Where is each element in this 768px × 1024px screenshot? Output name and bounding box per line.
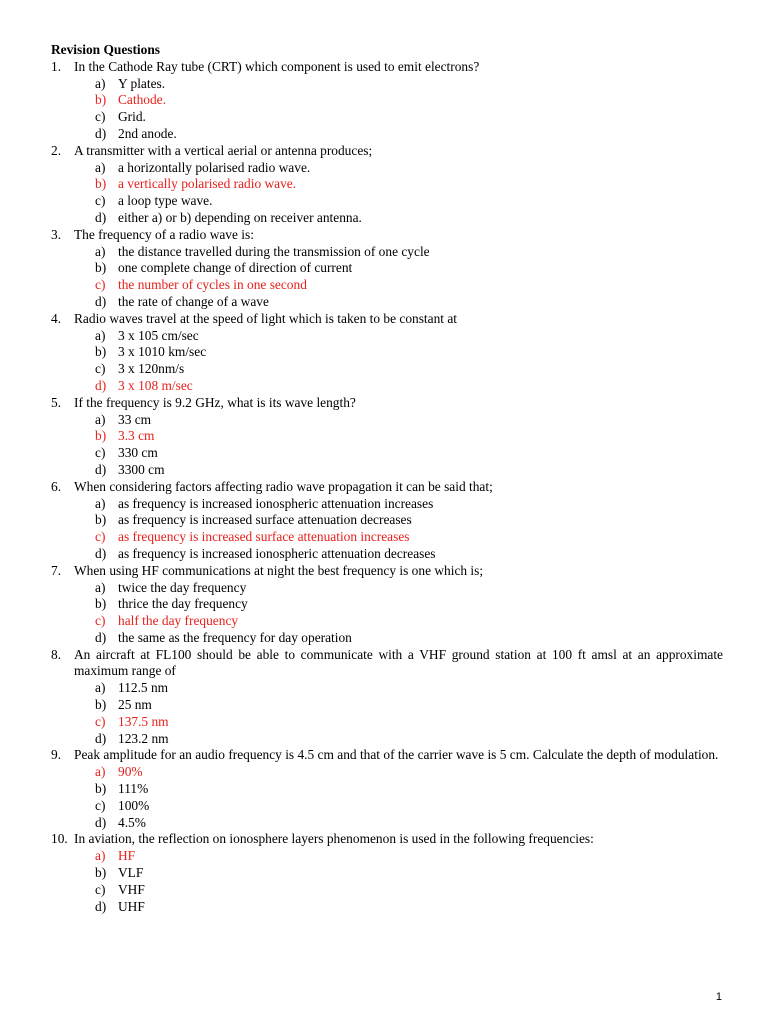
option-letter: b) bbox=[95, 344, 107, 360]
question-text: The frequency of a radio wave is: bbox=[74, 226, 254, 242]
question-number: 2. bbox=[51, 142, 62, 158]
answer-option-correct bbox=[95, 428, 723, 445]
option-text: 4.5% bbox=[118, 814, 146, 830]
option-text: 3 x 105 cm/sec bbox=[118, 327, 199, 343]
option-letter: a) bbox=[95, 680, 106, 696]
answer-option-correct bbox=[95, 848, 723, 865]
answer-option bbox=[95, 294, 723, 311]
answer-option bbox=[95, 328, 723, 345]
question-number: 8. bbox=[51, 646, 62, 662]
question-3 bbox=[51, 227, 723, 244]
option-text: Y plates. bbox=[118, 75, 166, 91]
answer-option-correct bbox=[95, 529, 723, 546]
answer-option bbox=[95, 882, 723, 899]
question-7 bbox=[51, 563, 723, 580]
answer-option bbox=[95, 815, 723, 832]
option-letter: d) bbox=[95, 730, 107, 746]
option-letter: a) bbox=[95, 764, 106, 780]
option-letter: d) bbox=[95, 814, 107, 830]
answer-option-correct bbox=[95, 277, 723, 294]
option-letter: d) bbox=[95, 125, 107, 141]
question-number: 6. bbox=[51, 478, 62, 494]
question-text: In aviation, the reflection on ionosphere layers phenomenon is used in the following frequencies: bbox=[74, 831, 594, 847]
option-text: as frequency is increased ionospheric attenuation decreases bbox=[118, 545, 436, 561]
option-letter: b) bbox=[95, 697, 107, 713]
answer-option bbox=[95, 731, 723, 748]
option-text: the number of cycles in one second bbox=[118, 277, 307, 293]
question-number: 5. bbox=[51, 394, 62, 410]
option-text: 25 nm bbox=[118, 697, 152, 713]
answer-option-correct bbox=[95, 378, 723, 395]
option-text: 3 x 120nm/s bbox=[118, 361, 185, 377]
answer-option bbox=[95, 462, 723, 479]
option-text: twice the day frequency bbox=[118, 579, 247, 595]
option-text: Grid. bbox=[118, 109, 146, 125]
option-text: one complete change of direction of current bbox=[118, 260, 353, 276]
answer-option bbox=[95, 210, 723, 227]
option-letter: d) bbox=[95, 377, 107, 393]
option-letter: b) bbox=[95, 512, 107, 528]
option-letter: a) bbox=[95, 159, 106, 175]
answer-option bbox=[95, 697, 723, 714]
answer-option bbox=[95, 899, 723, 916]
option-letter: c) bbox=[95, 797, 106, 813]
option-text: as frequency is increased surface attenuation decreases bbox=[118, 512, 412, 528]
option-letter: c) bbox=[95, 713, 106, 729]
question-text: When considering factors affecting radio wave propagation it can be said that; bbox=[74, 478, 493, 494]
question-text: If the frequency is 9.2 GHz, what is its wave length? bbox=[74, 394, 356, 410]
answer-option bbox=[95, 126, 723, 143]
option-letter: b) bbox=[95, 176, 107, 192]
option-letter: c) bbox=[95, 881, 106, 897]
answer-option bbox=[95, 344, 723, 361]
answer-option bbox=[95, 496, 723, 513]
answer-option bbox=[95, 260, 723, 277]
option-letter: c) bbox=[95, 361, 106, 377]
question-number: 7. bbox=[51, 562, 62, 578]
option-letter: b) bbox=[95, 781, 107, 797]
option-letter: b) bbox=[95, 596, 107, 612]
option-text: half the day frequency bbox=[118, 613, 239, 629]
option-text: Cathode. bbox=[118, 92, 166, 108]
question-text: Radio waves travel at the speed of light which is taken to be constant at bbox=[74, 310, 458, 326]
question-list bbox=[51, 59, 723, 916]
option-text: 100% bbox=[118, 797, 150, 813]
option-text: 2nd anode. bbox=[118, 125, 177, 141]
option-letter: d) bbox=[95, 898, 107, 914]
option-letter: c) bbox=[95, 193, 106, 209]
option-text: the rate of change of a wave bbox=[118, 293, 269, 309]
question-text: In the Cathode Ray tube (CRT) which component is used to emit electrons? bbox=[74, 58, 480, 74]
option-text: either a) or b) depending on receiver antenna. bbox=[118, 209, 362, 225]
answer-option bbox=[95, 193, 723, 210]
option-text: a horizontally polarised radio wave. bbox=[118, 159, 311, 175]
option-letter: a) bbox=[95, 411, 106, 427]
answer-option bbox=[95, 781, 723, 798]
answer-option-correct bbox=[95, 764, 723, 781]
answer-option bbox=[95, 798, 723, 815]
question-text: When using HF communications at night the best frequency is one which is; bbox=[74, 562, 484, 578]
question-5 bbox=[51, 395, 723, 412]
option-letter: b) bbox=[95, 92, 107, 108]
answer-option-correct bbox=[95, 714, 723, 731]
option-text: as frequency is increased ionospheric attenuation increases bbox=[118, 495, 434, 511]
question-text: Peak amplitude for an audio frequency is 4.5 cm and that of the carrier wave is 5 cm. Calculate the depth of modulation. bbox=[74, 747, 719, 763]
option-text: 3 x 1010 km/sec bbox=[118, 344, 207, 360]
question-number: 3. bbox=[51, 226, 62, 242]
answer-option bbox=[95, 546, 723, 563]
option-letter: c) bbox=[95, 109, 106, 125]
option-text: a vertically polarised radio wave. bbox=[118, 176, 297, 192]
answer-option bbox=[95, 630, 723, 647]
option-text: 330 cm bbox=[118, 445, 158, 461]
question-6 bbox=[51, 479, 723, 496]
question-4 bbox=[51, 311, 723, 328]
answer-option bbox=[95, 445, 723, 462]
document-body bbox=[51, 42, 723, 915]
option-text: 3.3 cm bbox=[118, 428, 155, 444]
answer-option bbox=[95, 865, 723, 882]
page-number: 1 bbox=[715, 991, 722, 1003]
question-number: 10. bbox=[51, 831, 68, 847]
option-letter: d) bbox=[95, 545, 107, 561]
answer-option bbox=[95, 512, 723, 529]
option-letter: d) bbox=[95, 461, 107, 477]
question-9 bbox=[51, 747, 723, 764]
question-number: 4. bbox=[51, 310, 62, 326]
option-letter: b) bbox=[95, 428, 107, 444]
option-text: 33 cm bbox=[118, 411, 152, 427]
answer-option bbox=[95, 680, 723, 697]
question-2 bbox=[51, 143, 723, 160]
answer-option bbox=[95, 596, 723, 613]
option-letter: d) bbox=[95, 629, 107, 645]
option-letter: c) bbox=[95, 277, 106, 293]
answer-option bbox=[95, 76, 723, 93]
option-letter: a) bbox=[95, 579, 106, 595]
page-title: Revision Questions bbox=[51, 42, 161, 57]
answer-option bbox=[95, 580, 723, 597]
option-text: 123.2 nm bbox=[118, 730, 169, 746]
answer-option-correct bbox=[95, 176, 723, 193]
option-text: 90% bbox=[118, 764, 143, 780]
option-text: thrice the day frequency bbox=[118, 596, 248, 612]
question-text: An aircraft at FL100 should be able to communicate with a VHF ground station at 100 ft amsl at an approximate maximum range of bbox=[74, 646, 723, 679]
option-letter: c) bbox=[95, 613, 106, 629]
option-text: VLF bbox=[118, 865, 144, 881]
question-1 bbox=[51, 59, 723, 76]
question-text: A transmitter with a vertical aerial or antenna produces; bbox=[74, 142, 373, 158]
option-text: 111% bbox=[118, 781, 149, 797]
option-text: UHF bbox=[118, 898, 145, 914]
question-number: 9. bbox=[51, 747, 62, 763]
option-letter: c) bbox=[95, 445, 106, 461]
option-letter: a) bbox=[95, 75, 106, 91]
option-text: the distance travelled during the transmission of one cycle bbox=[118, 243, 430, 259]
answer-option bbox=[95, 412, 723, 429]
option-letter: a) bbox=[95, 495, 106, 511]
option-text: 3 x 108 m/sec bbox=[118, 377, 193, 393]
option-text: as frequency is increased surface attenuation increases bbox=[118, 529, 410, 545]
answer-option-correct bbox=[95, 92, 723, 109]
option-letter: c) bbox=[95, 529, 106, 545]
question-8 bbox=[51, 647, 723, 681]
answer-option bbox=[95, 361, 723, 378]
answer-option bbox=[95, 160, 723, 177]
option-letter: a) bbox=[95, 243, 106, 259]
option-text: the same as the frequency for day operation bbox=[118, 629, 352, 645]
option-text: 3300 cm bbox=[118, 461, 165, 477]
option-text: HF bbox=[118, 848, 136, 864]
option-text: 137.5 nm bbox=[118, 713, 169, 729]
option-text: VHF bbox=[118, 881, 145, 897]
option-letter: d) bbox=[95, 209, 107, 225]
option-letter: a) bbox=[95, 848, 106, 864]
answer-option bbox=[95, 244, 723, 261]
answer-option-correct bbox=[95, 613, 723, 630]
option-letter: b) bbox=[95, 260, 107, 276]
question-10 bbox=[51, 831, 723, 848]
option-letter: d) bbox=[95, 293, 107, 309]
option-text: a loop type wave. bbox=[118, 193, 213, 209]
option-letter: b) bbox=[95, 865, 107, 881]
option-text: 112.5 nm bbox=[118, 680, 169, 696]
option-letter: a) bbox=[95, 327, 106, 343]
question-number: 1. bbox=[51, 58, 62, 74]
answer-option bbox=[95, 109, 723, 126]
